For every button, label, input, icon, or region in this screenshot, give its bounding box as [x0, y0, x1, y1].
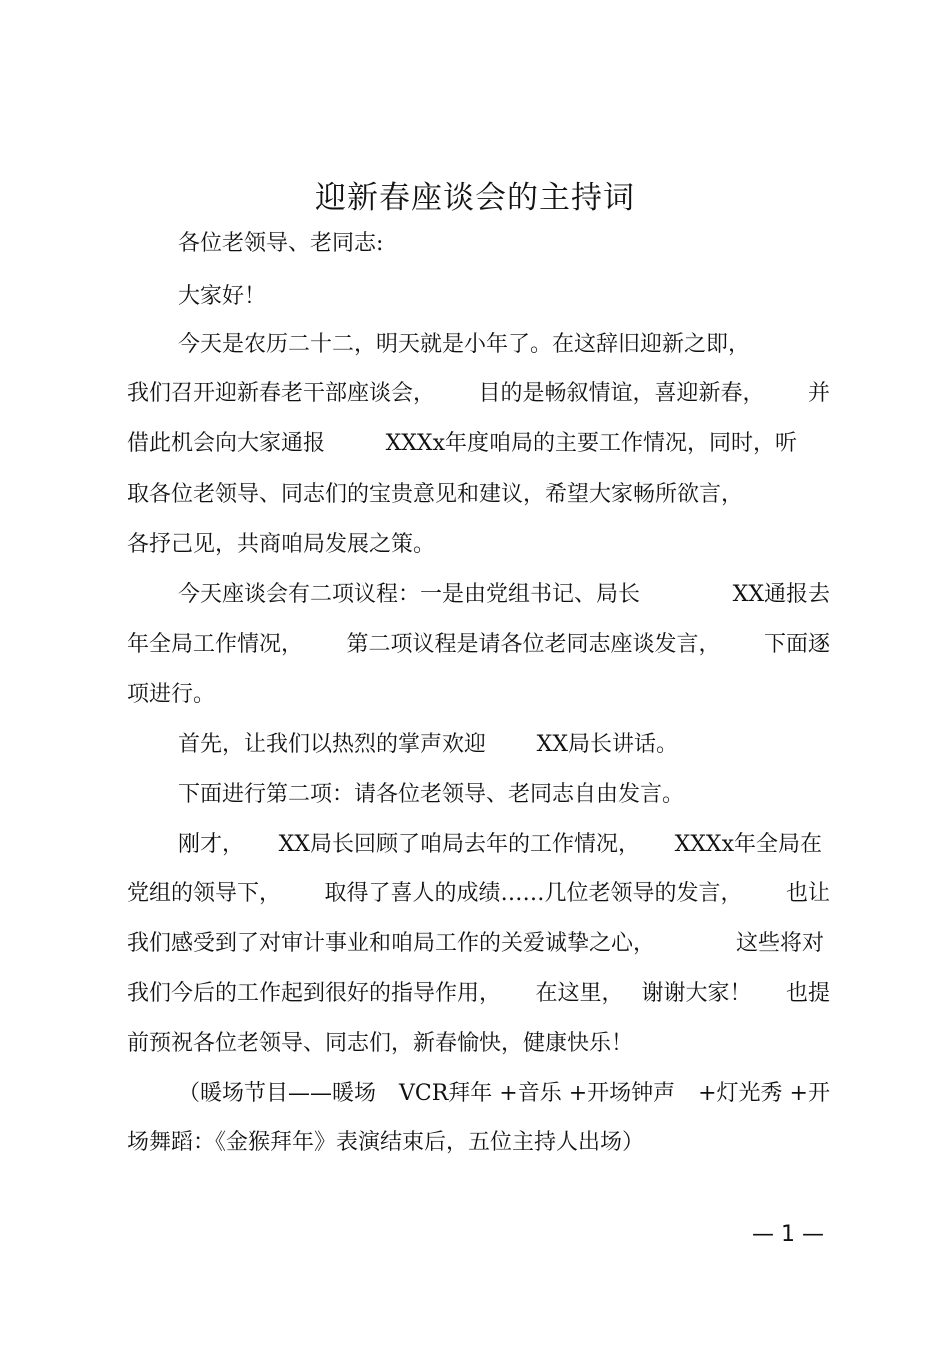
paragraph-5-line-3 — [127, 929, 824, 959]
paragraph-6-line-2: 场舞蹈：《金猴拜年》表演结束后，五位主持人出场） — [127, 1130, 645, 1155]
paragraph-5-line-2 — [127, 879, 830, 909]
paragraph-4-line: 下面进行第二项：请各位老领导、老同志自由发言。 — [178, 782, 685, 807]
text-segment-group — [535, 979, 751, 1009]
text-segment: 也提 — [785, 981, 830, 1006]
page-number: — 1 — — [752, 1222, 824, 1247]
text-segment: 并 — [807, 381, 830, 406]
paragraph-6-line-1 — [178, 1079, 830, 1109]
paragraph-3-line — [178, 730, 678, 760]
text-segment: XXXx年度咱局的主要工作情况，同时，听 — [385, 431, 797, 456]
paragraph-5-line-4 — [127, 979, 830, 1009]
paragraph-5-line-5: 前预祝各位老领导、同志们，新春愉快，健康快乐！ — [127, 1031, 634, 1056]
paragraph-2-line-1 — [178, 580, 830, 610]
text-segment: 我们召开迎新春老干部座谈会， — [127, 381, 436, 406]
paragraph-1-line-5: 各抒己见，共商咱局发展之策。 — [127, 532, 436, 557]
text-segment: XX局长回顾了咱局去年的工作情况， — [278, 832, 640, 857]
greeting-line: 各位老领导、老同志: — [178, 231, 384, 256]
text-segment: 目的是畅叙情谊，喜迎新春， — [478, 381, 765, 406]
text-segment: VCR拜年 +音乐 +开场钟声 — [399, 1081, 676, 1106]
paragraph-2-line-3: 项进行。 — [127, 682, 216, 707]
paragraph-1-line-2 — [127, 379, 830, 409]
text-segment: 取得了喜人的成绩……几位老领导的发言， — [324, 881, 743, 906]
text-segment: 第二项议程是请各位老同志座谈发言， — [346, 632, 721, 657]
text-segment: 我们今后的工作起到很好的指导作用， — [127, 981, 502, 1006]
text-segment: 党组的领导下， — [127, 881, 282, 906]
text-segment: 谢谢大家！ — [641, 981, 752, 1006]
text-segment: 下面逐 — [763, 632, 830, 657]
text-segment: 也让 — [785, 881, 830, 906]
text-segment: 在这里， — [535, 981, 624, 1006]
text-segment: 这些将对 — [735, 931, 824, 956]
text-segment: 首先，让我们以热烈的掌声欢迎 — [178, 732, 487, 757]
text-segment: XXXx年全局在 — [674, 832, 822, 857]
paragraph-2-line-2 — [127, 630, 830, 660]
paragraph-1-line-1: 今天是农历二十二，明天就是小年了。在这辞旧迎新之即， — [178, 332, 751, 357]
text-segment: 借此机会向大家通报 — [127, 431, 326, 456]
text-segment: +灯光秀 +开 — [698, 1081, 830, 1106]
text-segment: 刚才， — [178, 832, 245, 857]
hello-line: 大家好！ — [178, 284, 267, 309]
text-segment: 今天座谈会有二项议程：一是由党组书记、局长 — [178, 582, 641, 607]
text-segment: 我们感受到了对审计事业和咱局工作的关爱诚挚之心， — [127, 931, 656, 956]
text-segment: XX通报去 — [732, 582, 830, 607]
text-segment: 年全局工作情况， — [127, 632, 304, 657]
paragraph-1-line-4: 取各位老领导、同志们的宝贵意见和建议，希望大家畅所欲言， — [127, 482, 744, 507]
paragraph-5-line-1 — [178, 830, 822, 860]
paragraph-1-line-3 — [127, 429, 797, 459]
text-segment: （暖场节目——暖场 — [178, 1081, 377, 1106]
text-segment: XX局长讲话。 — [536, 732, 678, 757]
document-title: 迎新春座谈会的主持词 — [315, 180, 635, 216]
